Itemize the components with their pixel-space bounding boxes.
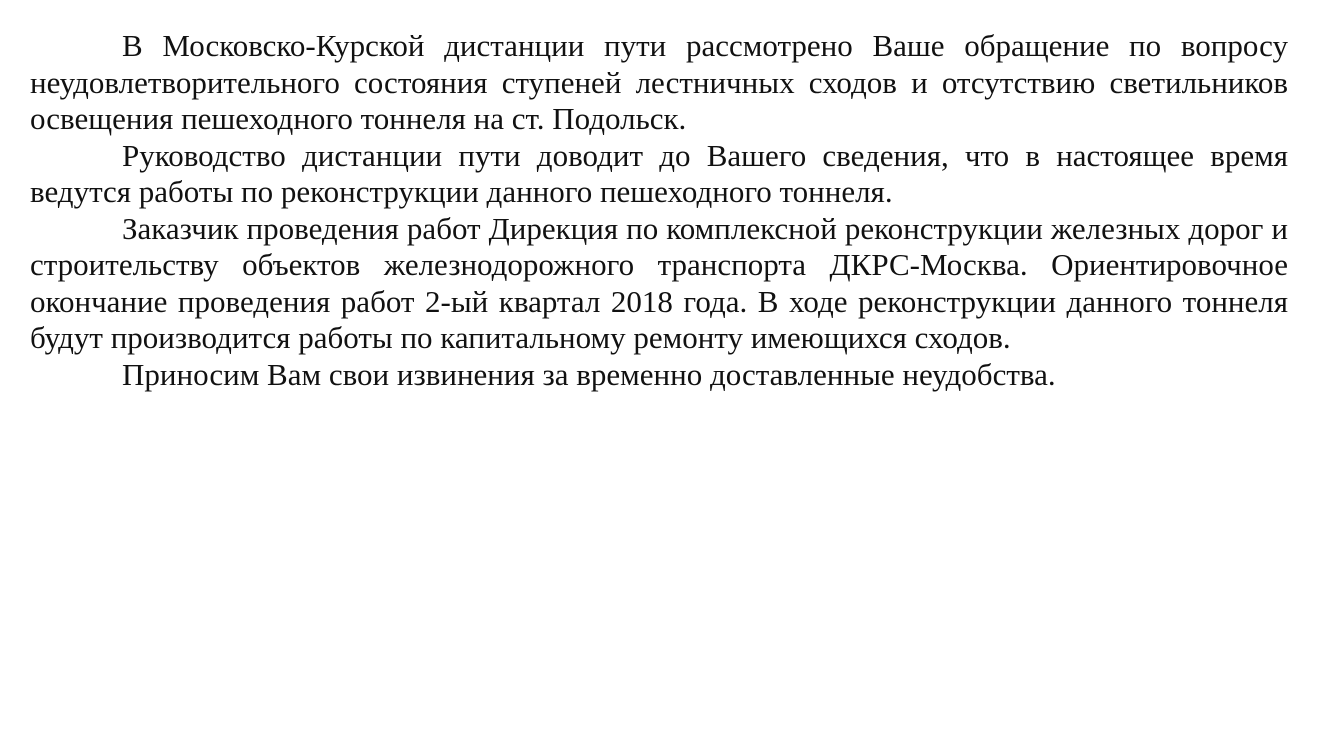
paragraph-reconstruction-underway: Руководство дистанции пути доводит до Вашего сведения, что в настоящее время ведутся работы по реконструкции данного пешеходного тоннеля.: [30, 137, 1288, 209]
paragraph-appeal-considered: В Московско-Курской дистанции пути рассмотрено Ваше обращение по вопросу неудовлетворительного состояния ступеней лестничных сходов и отсутствию светильников освещения пешеходного тоннеля на ст. Подольск.: [30, 28, 1288, 136]
paragraph-contractor-and-schedule: Заказчик проведения работ Дирекция по комплексной реконструкции железных дорог и строительству объектов железнодорожного транспорта ДКРС-Москва. Ориентировочное окончание проведения работ 2-ый квартал 2018 года. В ходе реконструкции данного тоннеля будут производится работы по капитальному ремонту имеющихся сходов.: [30, 210, 1288, 355]
paragraph-apology: Приносим Вам свои извинения за временно доставленные неудобства.: [122, 356, 1056, 392]
letter-body: [30, 28, 1288, 393]
